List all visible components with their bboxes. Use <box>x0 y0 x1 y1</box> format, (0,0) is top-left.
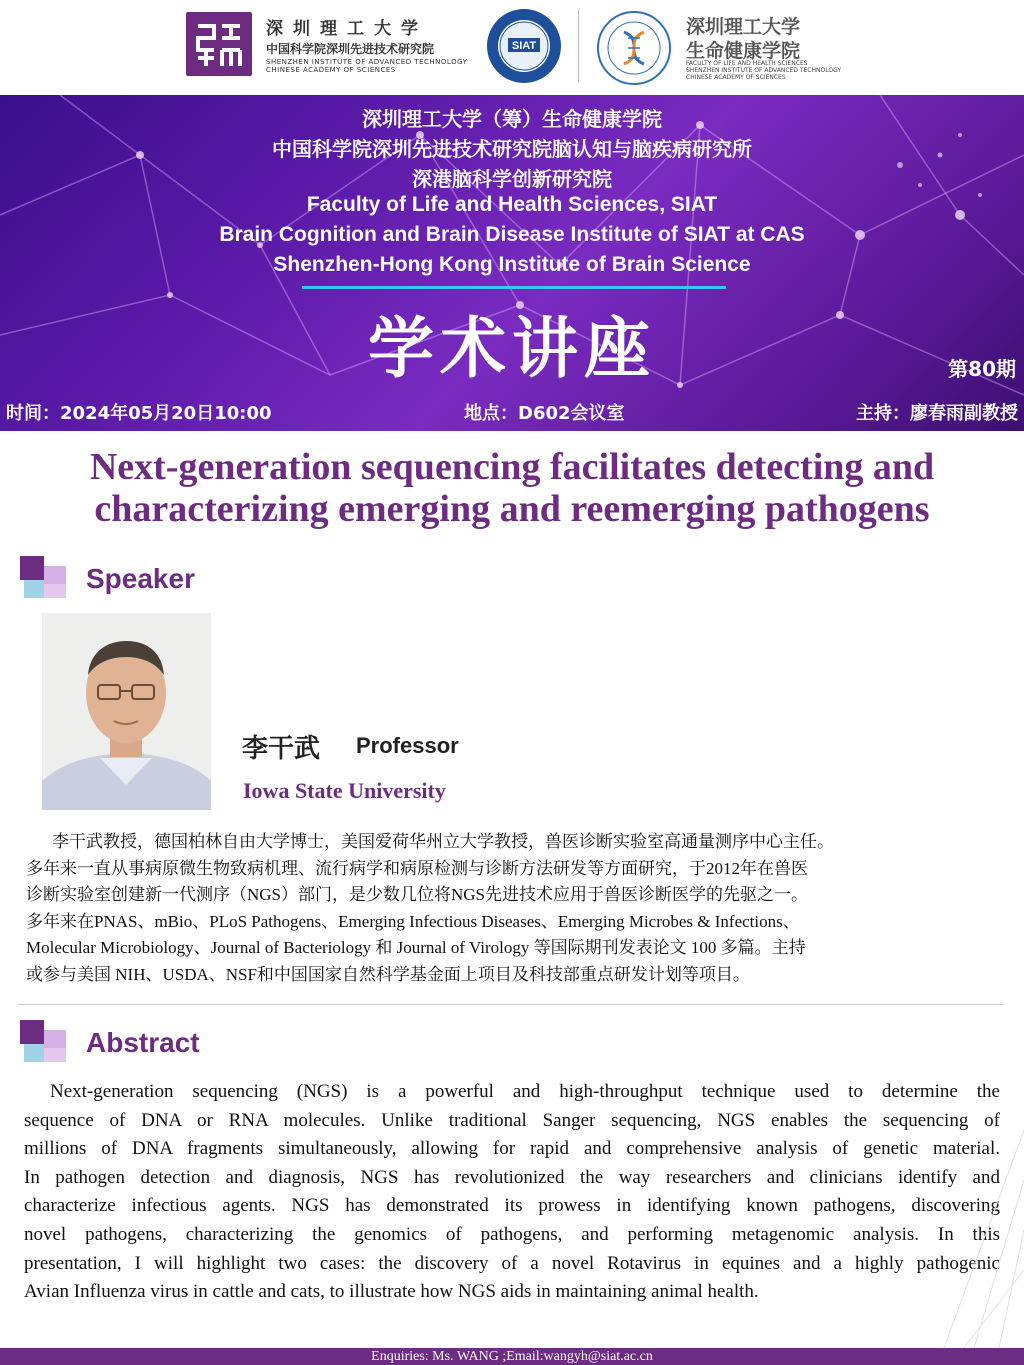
banner-line-hk-cn: 深港脑科学创新研究院 <box>412 167 612 191</box>
siat-seal-icon <box>486 8 562 84</box>
abstract-line: novel pathogens, characterizing the genomics of pathogens, and performing metagenomic analysis. In this <box>24 1223 1000 1245</box>
talk-title-line: Next-generation sequencing facilitates detecting and <box>89 446 935 488</box>
faculty-name-cn1: 深圳理工大学 <box>686 16 801 38</box>
bio-line: 诊断实验室创建新一代测序（NGS）部门，是少数几位将NGS先进技术应用于兽医诊断医学的先驱之一。 <box>26 885 809 904</box>
faculty-name-en3: CHINESE ACADEMY OF SCIENCES <box>686 74 786 81</box>
bio-line: 多年来在PNAS、mBio、PLoS Pathogens、Emerging Infectious Diseases、Emerging Microbes & Infections、 <box>26 911 800 931</box>
abstract-line: In pathogen detection and diagnosis, NGS has revolutionized the way researchers and clinicians identify and <box>24 1166 1000 1188</box>
abstract-line: presentation, I will highlight two cases: the discovery of a novel Rotavirus in equines and a highly pathogenic <box>24 1252 1000 1274</box>
speaker-photo <box>42 613 211 810</box>
banner <box>0 95 1024 431</box>
speaker-bio <box>26 829 1002 988</box>
bio-line: 或参与美国 NIH、USDA、NSF和中国国家自然科学基金面上项目及科技部重点研发计划等项目。 <box>26 964 750 984</box>
banner-line-institute-en: Brain Cognition and Brain Disease Institute of SIAT at CAS <box>219 223 805 246</box>
bio-line: 多年来一直从事病原微生物致病机理、流行病学和病原检测与诊断方法研发等方面研究，于2012年在兽医 <box>26 858 808 878</box>
faculty-name-cn2: 生命健康学院 <box>686 40 801 62</box>
talk-title <box>0 446 1024 530</box>
section-squares-icon <box>18 556 68 600</box>
abstract-line: characterize infectious agents. NGS has demonstrated its prowess in identifying known pathogens, discovering <box>24 1195 1000 1217</box>
decorative-lines-icon <box>904 1120 1024 1348</box>
speaker-rank: Professor <box>356 733 459 758</box>
logo-divider <box>578 10 579 82</box>
abstract-section-title: Abstract <box>86 1027 200 1058</box>
section-squares-icon <box>18 1020 68 1064</box>
siat-name-cn: 中国科学院深圳先进技术研究院 <box>266 42 435 56</box>
abstract-text <box>24 1078 1000 1307</box>
banner-line-faculty-cn: 深圳理工大学（筹）生命健康学院 <box>362 107 662 131</box>
speaker-section-title: Speaker <box>86 563 195 594</box>
banner-line-hk-en: Shenzhen-Hong Kong Institute of Brain Science <box>273 253 751 276</box>
event-place: 地点：D602会议室 <box>464 403 625 424</box>
abstract-line: millions of DNA fragments simultaneously, allowing for rapid and comprehensive analysis of genetic material. <box>24 1138 1000 1160</box>
cas-name-en: CHINESE ACADEMY OF SCIENCES <box>266 66 396 74</box>
banner-rule <box>302 286 726 289</box>
faculty-seal-icon <box>596 10 672 86</box>
banner-line-institute-cn: 中国科学院深圳先进技术研究院脑认知与脑疾病研究所 <box>272 137 752 161</box>
siat-seal-label: SIAT <box>511 40 537 52</box>
bio-line: 李干武教授，德国柏林自由大学博士，美国爱荷华州立大学教授，兽医诊断实验室高通量测序中心主任。 <box>52 832 834 851</box>
faculty-name-en1: FACULTY OF LIFE AND HEALTH SCIENCES <box>686 60 808 67</box>
talk-title-line: characterizing emerging and reemerging pathogens <box>94 488 930 530</box>
event-time: 时间：2024年05月20日10:00 <box>6 403 272 424</box>
bio-line: Molecular Microbiology、Journal of Bacteriology 和 Journal of Virology 等国际期刊发表论文 100 多篇。主持 <box>26 938 806 957</box>
university-logo-icon <box>186 12 252 76</box>
issue-number: 第80期 <box>948 357 1016 381</box>
abstract-line: sequence of DNA or RNA molecules. Unlike traditional Sanger sequencing, NGS enables the sequencing of <box>24 1109 1000 1131</box>
university-name-cn: 深圳理工大学 <box>266 19 428 39</box>
section-divider <box>18 1004 1004 1005</box>
banner-line-faculty-en: Faculty of Life and Health Sciences, SIAT <box>306 193 718 216</box>
footer-enquiries: Enquiries: Ms. WANG ;Email:wangyh@siat.ac.cn <box>0 1348 1024 1365</box>
speaker-name: 李干武 <box>242 734 321 764</box>
abstract-line: Next-generation sequencing (NGS) is a powerful and high-throughput technique used to determine the <box>50 1081 1000 1102</box>
siat-name-en: SHENZHEN INSTITUTE OF ADVANCED TECHNOLOGY <box>266 58 468 66</box>
faculty-name-en2: SHENZHEN INSTITUTE OF ADVANCED TECHNOLOGY <box>686 67 842 74</box>
lecture-headline: 学术讲座 <box>368 310 656 387</box>
abstract-line: Avian Influenza virus in cattle and cats, to illustrate how NGS aids in maintaining animal health. <box>24 1281 759 1303</box>
speaker-affiliation: Iowa State University <box>243 778 446 803</box>
logo-bar <box>0 0 1024 95</box>
event-host: 主持：廖春雨副教授 <box>856 403 1018 424</box>
